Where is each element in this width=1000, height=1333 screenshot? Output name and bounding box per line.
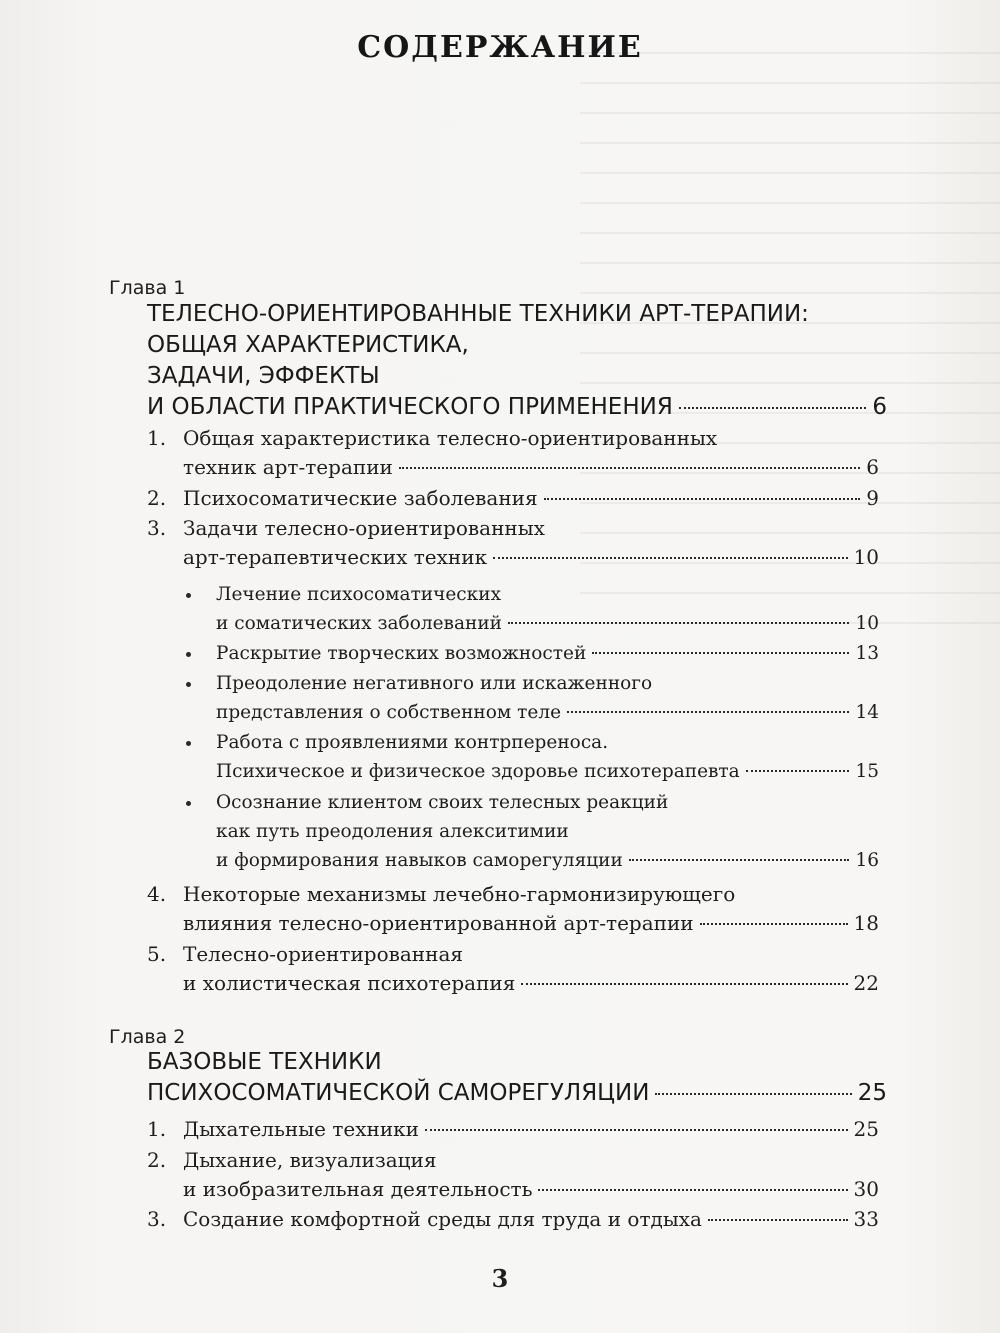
bullet-icon	[186, 682, 191, 687]
dot-leader	[700, 923, 848, 925]
chapter-title	[147, 1047, 887, 1109]
dot-leader	[567, 711, 849, 713]
toc-entry[interactable]: 2. Дыхание, визуализация и изобразительная деятельность 30	[147, 1146, 879, 1204]
dot-leader	[399, 467, 860, 469]
bullet-icon	[186, 593, 191, 598]
dot-leader	[708, 1219, 848, 1221]
page-ref: 22	[853, 971, 879, 995]
page-ref: 6	[866, 455, 879, 479]
bullet-icon	[186, 741, 191, 746]
dot-leader	[538, 1189, 847, 1191]
entry-number: 3.	[147, 1207, 167, 1231]
page-ref: 16	[855, 850, 879, 871]
toc-subentry[interactable]: Раскрытие творческих возможностей 13	[186, 639, 879, 668]
page-ref: 10	[853, 545, 879, 569]
bullet-icon	[186, 652, 191, 657]
dot-leader	[493, 557, 847, 559]
toc-entry[interactable]: 2. Психосоматические заболевания 9	[147, 484, 879, 513]
chapter-label: Глава 1	[109, 277, 186, 299]
page-ref: 14	[855, 702, 879, 723]
page-title: СОДЕРЖАНИЕ	[357, 30, 643, 65]
chapter-title-line: ОБЩАЯ ХАРАКТЕРИСТИКА,	[147, 332, 469, 358]
toc-subentry[interactable]: Работа с проявлениями контрпереноса. Психическое и физическое здоровье психотерапевта 15	[186, 728, 879, 786]
page-ref: 9	[866, 486, 879, 510]
chapter-title-line: ТЕЛЕСНО-ОРИЕНТИРОВАННЫЕ ТЕХНИКИ АРТ-ТЕРАПИИ:	[147, 301, 809, 327]
dot-leader	[679, 407, 867, 409]
toc-entry[interactable]: 1. Дыхательные техники 25	[147, 1115, 879, 1144]
dot-leader	[592, 652, 849, 654]
dot-leader	[629, 859, 850, 861]
page-ref: 10	[855, 613, 879, 634]
dot-leader	[508, 622, 849, 624]
dot-leader	[746, 770, 850, 772]
page-ref: 33	[853, 1207, 879, 1231]
toc-entry[interactable]: 1. Общая характеристика телесно-ориентированных техник арт-терапии 6	[147, 424, 879, 482]
page-number: 3	[491, 1264, 509, 1293]
chapter-title-line: И ОБЛАСТИ ПРАКТИЧЕСКОГО ПРИМЕНЕНИЯ 6	[147, 392, 887, 423]
dot-leader	[425, 1129, 848, 1131]
toc-subentry[interactable]: Преодоление негативного или искаженного представления о собственном теле 14	[186, 669, 879, 727]
toc-subentry[interactable]: Лечение психосоматических и соматических заболеваний 10	[186, 580, 879, 638]
chapter-title-line: БАЗОВЫЕ ТЕХНИКИ	[147, 1049, 382, 1075]
entry-number: 2.	[147, 486, 167, 510]
chapter-title	[147, 299, 887, 423]
dot-leader	[544, 498, 861, 500]
bullet-icon	[186, 801, 191, 806]
dot-leader	[521, 983, 847, 985]
chapter-title-line: ПСИХОСОМАТИЧЕСКОЙ САМОРЕГУЛЯЦИИ 25	[147, 1078, 887, 1109]
dot-leader	[655, 1093, 851, 1095]
page-ref: 6	[872, 394, 887, 420]
entry-number: 1.	[147, 426, 167, 450]
toc-entry[interactable]: 5. Телесно-ориентированная и холистическая психотерапия 22	[147, 940, 879, 998]
page-ref: 15	[855, 761, 879, 782]
toc-subentry[interactable]: Осознание клиентом своих телесных реакций как путь преодоления алекситимии и формирования навыков саморегуляции 16	[186, 788, 879, 875]
entry-number: 5.	[147, 942, 167, 966]
toc-entry[interactable]: 4. Некоторые механизмы лечебно-гармонизирующего влияния телесно-ориентированной арт-терапии 18	[147, 880, 879, 938]
toc-entry[interactable]: 3. Создание комфортной среды для труда и отдыха 33	[147, 1205, 879, 1234]
page-ref: 30	[853, 1177, 879, 1201]
chapter-label: Глава 2	[109, 1026, 186, 1048]
page-ref: 18	[853, 911, 879, 935]
entry-number: 2.	[147, 1148, 167, 1172]
page-ref: 25	[853, 1117, 879, 1141]
page-ref: 13	[855, 643, 879, 664]
page-ref: 25	[857, 1080, 887, 1106]
toc-entry[interactable]: 3. Задачи телесно-ориентированных арт-терапевтических техник 10	[147, 514, 879, 572]
chapter-title-line: ЗАДАЧИ, ЭФФЕКТЫ	[147, 363, 380, 389]
entry-number: 3.	[147, 516, 167, 540]
entry-number: 4.	[147, 882, 167, 906]
entry-number: 1.	[147, 1117, 167, 1141]
